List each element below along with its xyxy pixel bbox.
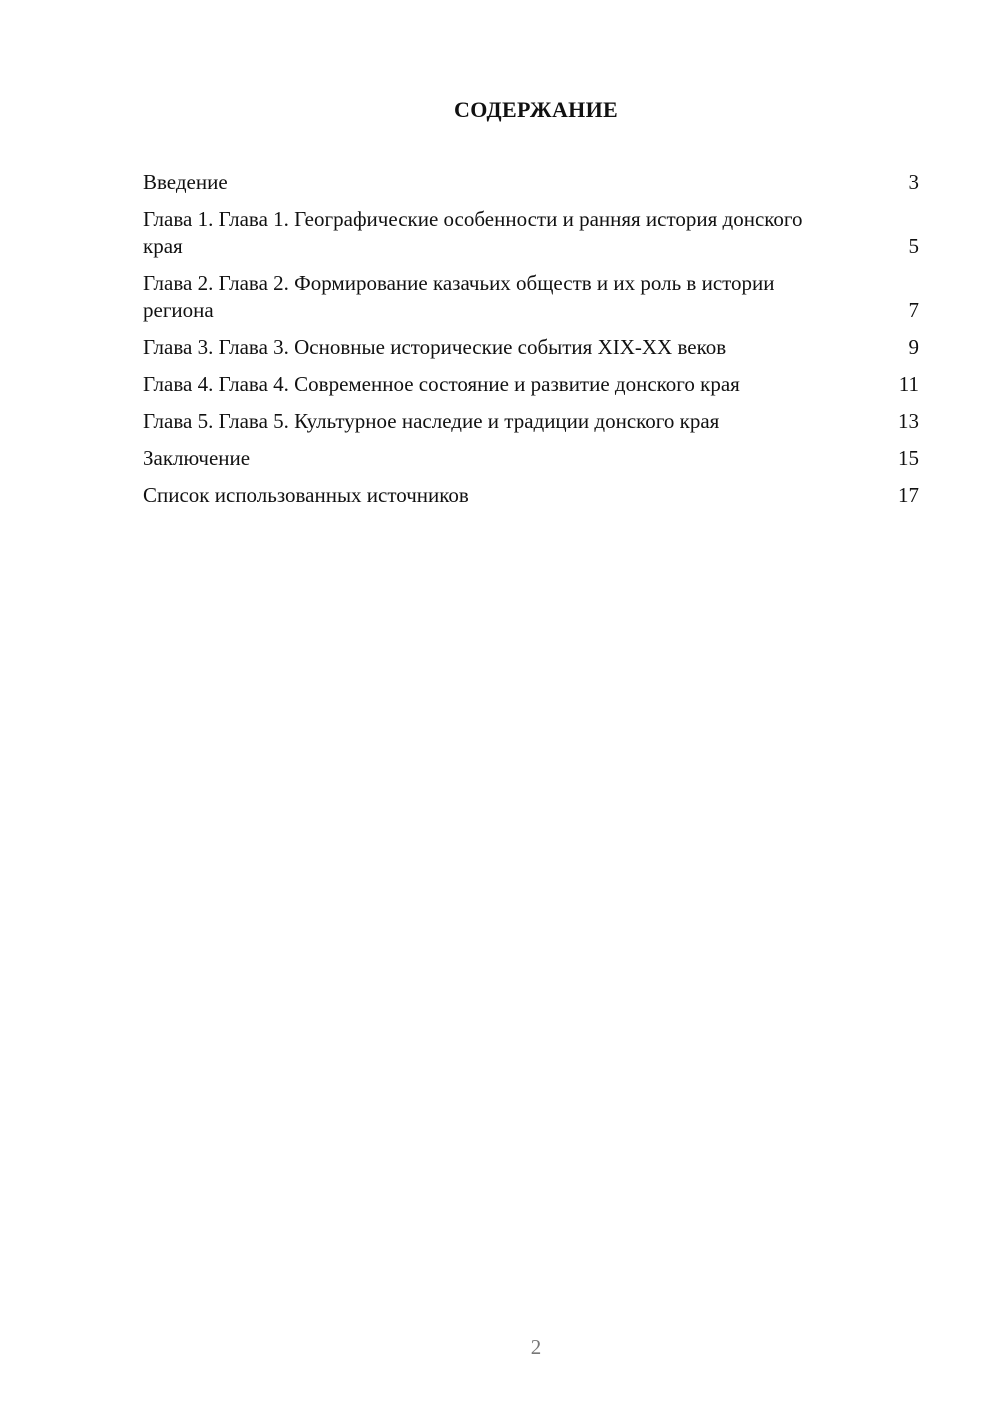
toc-heading: СОДЕРЖАНИЕ (454, 97, 618, 122)
toc-entry (143, 169, 919, 196)
toc-entry-title: Глава 1. Глава 1. Географические особенности и ранняя история донского края (143, 207, 803, 258)
toc-entry (143, 445, 919, 472)
toc-entry-page: 15 (898, 446, 919, 470)
toc-entry (143, 270, 919, 324)
toc-entry-title: Глава 3. Глава 3. Основные исторические события XIX-XX веков (143, 335, 727, 359)
toc-entry-title: Введение (143, 170, 228, 194)
page-number: 2 (530, 1335, 542, 1359)
toc-entry (143, 371, 919, 398)
toc-entry-page: 17 (898, 483, 919, 507)
toc-entry-title: Глава 5. Глава 5. Культурное наследие и традиции донского края (143, 409, 720, 433)
toc-entry (143, 482, 919, 509)
toc-entry-page: 5 (908, 234, 919, 258)
toc-entry (143, 408, 919, 435)
toc-entry-page: 9 (908, 335, 919, 359)
toc-entry-title: Глава 2. Глава 2. Формирование казачьих обществ и их роль в истории региона (143, 271, 775, 322)
toc-list (143, 169, 919, 519)
toc-entry-page: 3 (908, 170, 919, 194)
toc-entry-page: 7 (908, 298, 919, 322)
toc-entry (143, 334, 919, 361)
toc-entry-page: 11 (898, 372, 919, 396)
toc-entry-title: Глава 4. Глава 4. Современное состояние и развитие донского края (143, 372, 740, 396)
toc-entry-title: Заключение (143, 446, 251, 470)
toc-entry-page: 13 (898, 409, 919, 433)
toc-entry-title: Список использованных источников (143, 483, 469, 507)
toc-entry (143, 206, 919, 260)
